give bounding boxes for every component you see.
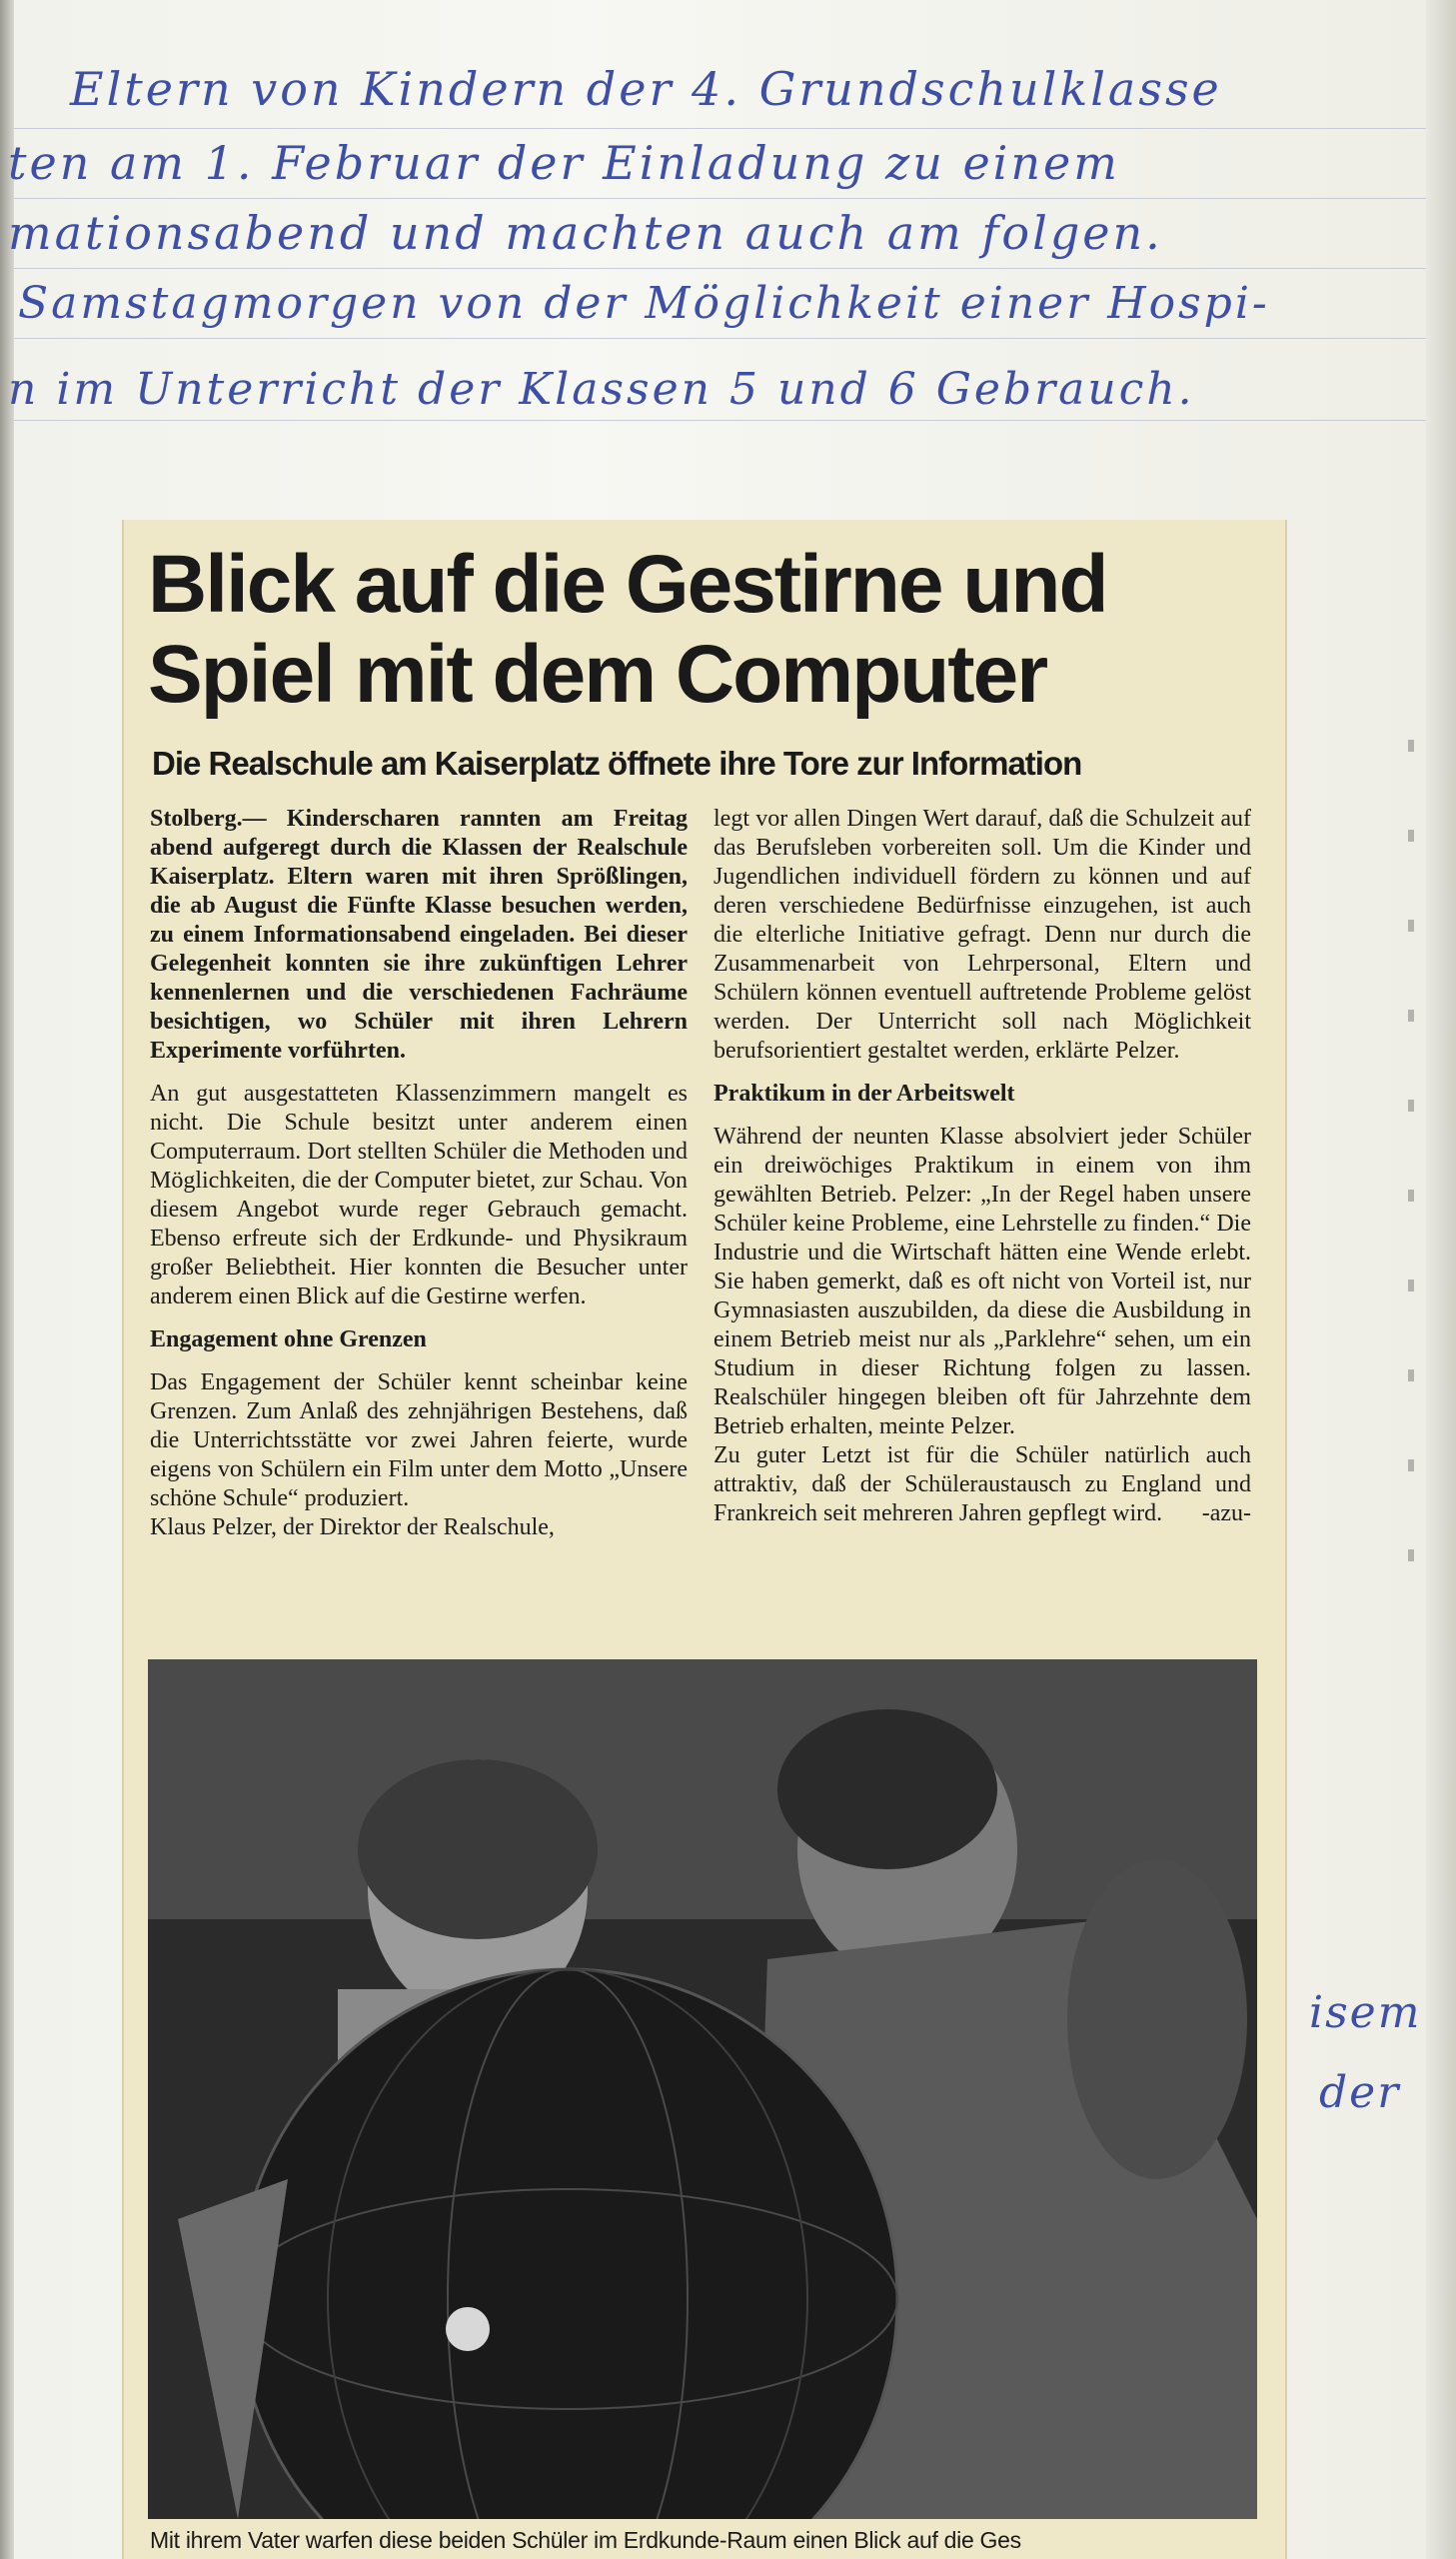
ruled-line xyxy=(14,420,1426,421)
headline-line-1: Blick auf die Gestirne und xyxy=(148,539,1107,630)
closing-paragraph-text: Zu guter Letzt ist für die Schüler natürlich auch attraktiv, daß der Schüleraustausch zu England und Frankreich seit mehreren Jahren gepflegt wird. xyxy=(714,1442,1251,1526)
section-heading: Praktikum in der Arbeitswelt xyxy=(714,1081,1015,1107)
article-column-right xyxy=(714,805,1251,1542)
ruled-line xyxy=(14,128,1426,129)
page-right-edge xyxy=(1426,0,1456,2559)
paragraph: Klaus Pelzer, der Direktor der Realschule, xyxy=(150,1514,555,1540)
newspaper-clipping xyxy=(124,520,1285,2559)
paragraph: An gut ausgestatteten Klassenzimmern mangelt es nicht. Die Schule besitzt unter anderem einen Computerraum. Dort stellten Schüler die Methoden und Möglichkeiten, die der Computer bietet, zur Schau. Von diesem Angebot wurde reger Gebrauch gemacht. Ebenso erfreute sich der Erdkunde- und Physikraum großer Beliebtheit. Hier konnten die Besucher unter anderem einen Blick auf die Gestirne werfen. xyxy=(150,1081,688,1309)
article-column-left xyxy=(150,805,688,1556)
author-signature: -azu- xyxy=(1201,1500,1251,1526)
ruled-line xyxy=(14,198,1426,199)
section-heading: Engagement ohne Grenzen xyxy=(150,1326,427,1352)
subheadline: Die Realschule am Kaiserplatz öffnete ihre Tore zur Information xyxy=(152,745,1082,782)
handwriting-line-3: mationsabend und machten auch am folgen. xyxy=(8,206,1163,260)
paragraph: legt vor allen Dingen Wert darauf, daß die Schulzeit auf das Berufsleben vorbereiten soll. Um die Kinder und Jugendlichen individuell fördern zu können und auf deren verschiedene Bedürfnisse einzugehen, ist auch die elterliche Initiative gefragt. Denn nur durch die Zusammenarbeit von Lehrpersonal, Eltern und Schülern können eventuell auftretende Probleme gelöst werden. Der Unterricht soll nach Möglichkeit berufsorientiert gestaltet werden, erklärte Pelzer. xyxy=(714,806,1251,1064)
handwriting-line-4: Samstagmorgen von der Möglichkeit einer Hospi- xyxy=(18,278,1270,329)
ruled-line xyxy=(14,338,1426,339)
lead-paragraph: Stolberg.— Kinderscharen rannten am Freitag abend aufgeregt durch die Klassen der Realschule Kaiserplatz. Eltern waren mit ihren Sprößlingen, die ab August die Fünfte Klasse besuchen werden, zu einem Informationsabend eingeladen. Bei dieser Gelegenheit konnten sie ihre zukünftigen Lehrer kennenlernen und die verschiedenen Fachräume besichtigen, wo Schüler mit ihren Lehrern Experimente vorführten. xyxy=(150,806,688,1064)
photo-illustration xyxy=(148,1659,1257,2519)
headline-line-2: Spiel mit dem Computer xyxy=(148,629,1047,720)
handwriting-side-word-1: isem xyxy=(1309,1987,1422,2038)
handwriting-line-2: ten am 1. Februar der Einladung zu einem xyxy=(8,136,1120,190)
handwriting-side-word-2: der xyxy=(1319,2067,1401,2118)
handwriting-line-5: n im Unterricht der Klassen 5 und 6 Gebrauch. xyxy=(8,364,1195,415)
paragraph: Während der neunten Klasse absolviert jeder Schüler ein dreiwöchiges Praktikum in einem von ihm gewählten Betrieb. Pelzer: „In der Regel haben unsere Schüler keine Probleme, eine Lehrstelle zu finden.“ Die Industrie und die Wirtschaft hätten eine Wende erlebt. Sie haben gemerkt, daß es oft nicht von Vorteil ist, nur Gymnasiasten auszubilden, da diese die Ausbildung in einem Betrieb meist nur als „Parklehre“ sehen, um ein Studium in dieser Richtung folgen zu lassen. Realschüler hingegen bleiben oft für Jahrzehnte dem Betrieb erhalten, meinte Pelzer. xyxy=(714,1124,1251,1439)
handwriting-line-1: Eltern von Kindern der 4. Grundschulklasse xyxy=(70,62,1222,116)
photo-caption: Mit ihrem Vater warfen diese beiden Schüler im Erdkunde-Raum einen Blick auf die Ges xyxy=(150,2527,1021,2553)
paragraph xyxy=(714,1441,1251,1528)
headline xyxy=(148,540,1267,720)
paragraph: Das Engagement der Schüler kennt scheinbar keine Grenzen. Zum Anlaß des zehnjährigen Bestehens, daß die Unterrichtsstätte vor zwei Jahren feierte, wurde eigens von Schülern ein Film unter dem Motto „Unsere schöne Schule“ produziert. xyxy=(150,1369,688,1511)
article-photo xyxy=(148,1659,1257,2519)
ruled-line xyxy=(14,268,1426,269)
margin-marks xyxy=(1408,700,1414,1599)
